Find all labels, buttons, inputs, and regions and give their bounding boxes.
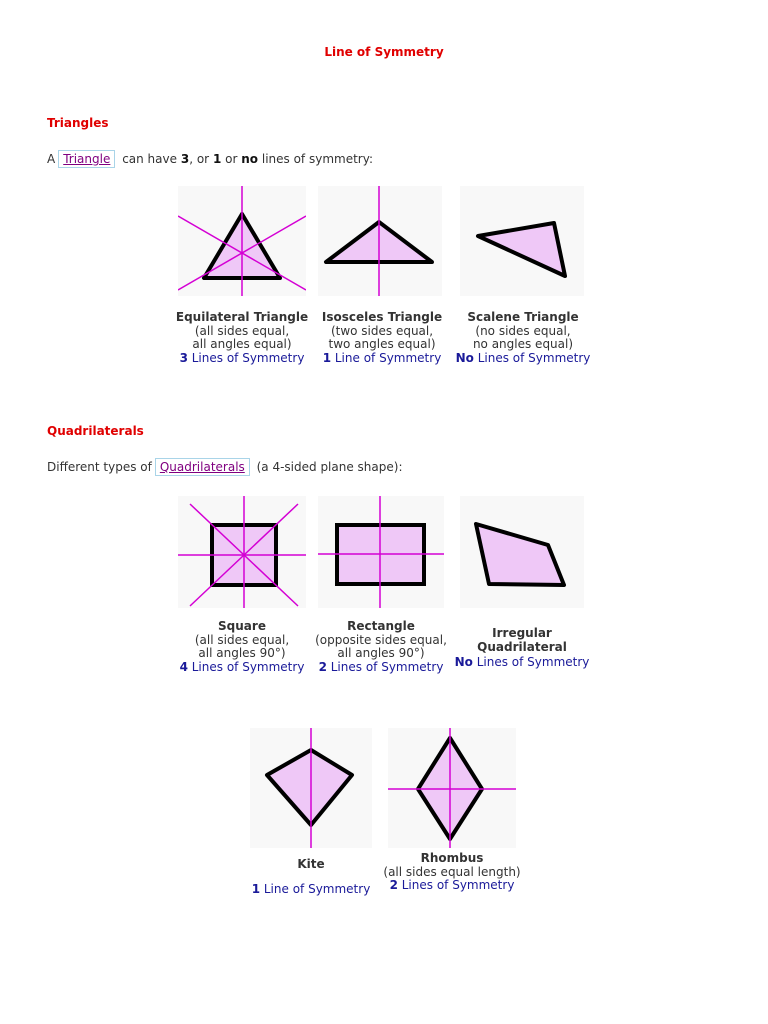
shape-name: Isosceles Triangle — [321, 310, 443, 324]
equilateral-caption — [162, 311, 322, 365]
symmetry-count: No Lines of Symmetry — [455, 350, 591, 365]
symmetry-count: No Lines of Symmetry — [454, 655, 590, 669]
shape-name: Quadrilateral — [477, 639, 567, 654]
quadrilaterals-link[interactable]: Quadrilaterals — [159, 460, 245, 474]
triangle-link[interactable]: Triangle — [63, 152, 111, 166]
symmetry-count: 4 Lines of Symmetry — [179, 659, 305, 674]
rhombus-caption — [372, 852, 532, 893]
triangles-heading: Triangles — [47, 116, 109, 130]
shape-desc: (opposite sides equal, — [315, 632, 447, 647]
kite-figure — [250, 728, 372, 848]
intro-text: lines of symmetry: — [261, 152, 373, 166]
page-title: Line of Symmetry — [324, 45, 444, 59]
shape-name: Rectangle — [347, 619, 415, 633]
shape-name: Rhombus — [420, 851, 484, 865]
intro-text: (a 4-sided plane shape): — [256, 460, 403, 474]
shape-desc: (all sides equal length) — [383, 864, 521, 879]
shape-desc: all angles 90°) — [198, 646, 286, 660]
quadrilaterals-intro — [47, 458, 402, 476]
quadrilaterals-heading: Quadrilaterals — [47, 424, 144, 438]
square-caption — [162, 620, 322, 674]
shape-desc: (no sides equal, — [475, 323, 571, 338]
isosceles-caption — [302, 311, 462, 365]
symmetry-count: 2 Lines of Symmetry — [389, 878, 515, 892]
symmetry-count: 2 Lines of Symmetry — [318, 659, 444, 674]
rectangle-figure — [318, 496, 444, 608]
scalene-caption — [443, 311, 603, 365]
intro-text: can have — [122, 152, 178, 166]
shape-desc: (all sides equal, — [194, 632, 290, 647]
symmetry-count: 1 Line of Symmetry — [251, 881, 371, 896]
shape-desc: (two sides equal, — [330, 323, 434, 338]
intro-text: , or — [189, 152, 210, 166]
intro-bold: 1 — [212, 152, 222, 166]
equilateral-triangle-figure — [178, 186, 306, 296]
irregular-caption — [442, 627, 602, 670]
shape-name: Kite — [297, 857, 325, 871]
irregular-quadrilateral-figure — [460, 496, 584, 608]
intro-bold: no — [241, 152, 259, 166]
rectangle-caption — [301, 620, 461, 674]
shape-name: Irregular — [492, 626, 552, 640]
shape-desc: (all sides equal, — [194, 323, 290, 338]
scalene-triangle-figure — [460, 186, 584, 296]
shape-name: Equilateral Triangle — [175, 310, 309, 324]
intro-text: Different types of — [47, 460, 152, 474]
shape-desc: all angles 90°) — [337, 646, 425, 660]
isosceles-triangle-figure — [318, 186, 442, 296]
shape-desc: all angles equal) — [192, 337, 292, 351]
triangle-link-box[interactable] — [58, 150, 115, 168]
kite-caption — [231, 858, 391, 896]
quadrilaterals-link-box[interactable] — [155, 458, 250, 476]
symmetry-count: 1 Line of Symmetry — [322, 350, 442, 365]
shape-desc: no angles equal) — [472, 337, 574, 351]
shape-name: Square — [218, 619, 266, 633]
square-figure — [178, 496, 306, 608]
intro-text: A — [47, 152, 56, 166]
symmetry-count: 3 Lines of Symmetry — [179, 350, 305, 365]
shape-desc: two angles equal) — [328, 337, 436, 351]
intro-text: or — [225, 152, 238, 166]
triangles-intro — [47, 150, 373, 168]
intro-bold: 3 — [180, 152, 190, 166]
shape-name: Scalene Triangle — [467, 310, 579, 324]
rhombus-figure — [388, 728, 516, 848]
